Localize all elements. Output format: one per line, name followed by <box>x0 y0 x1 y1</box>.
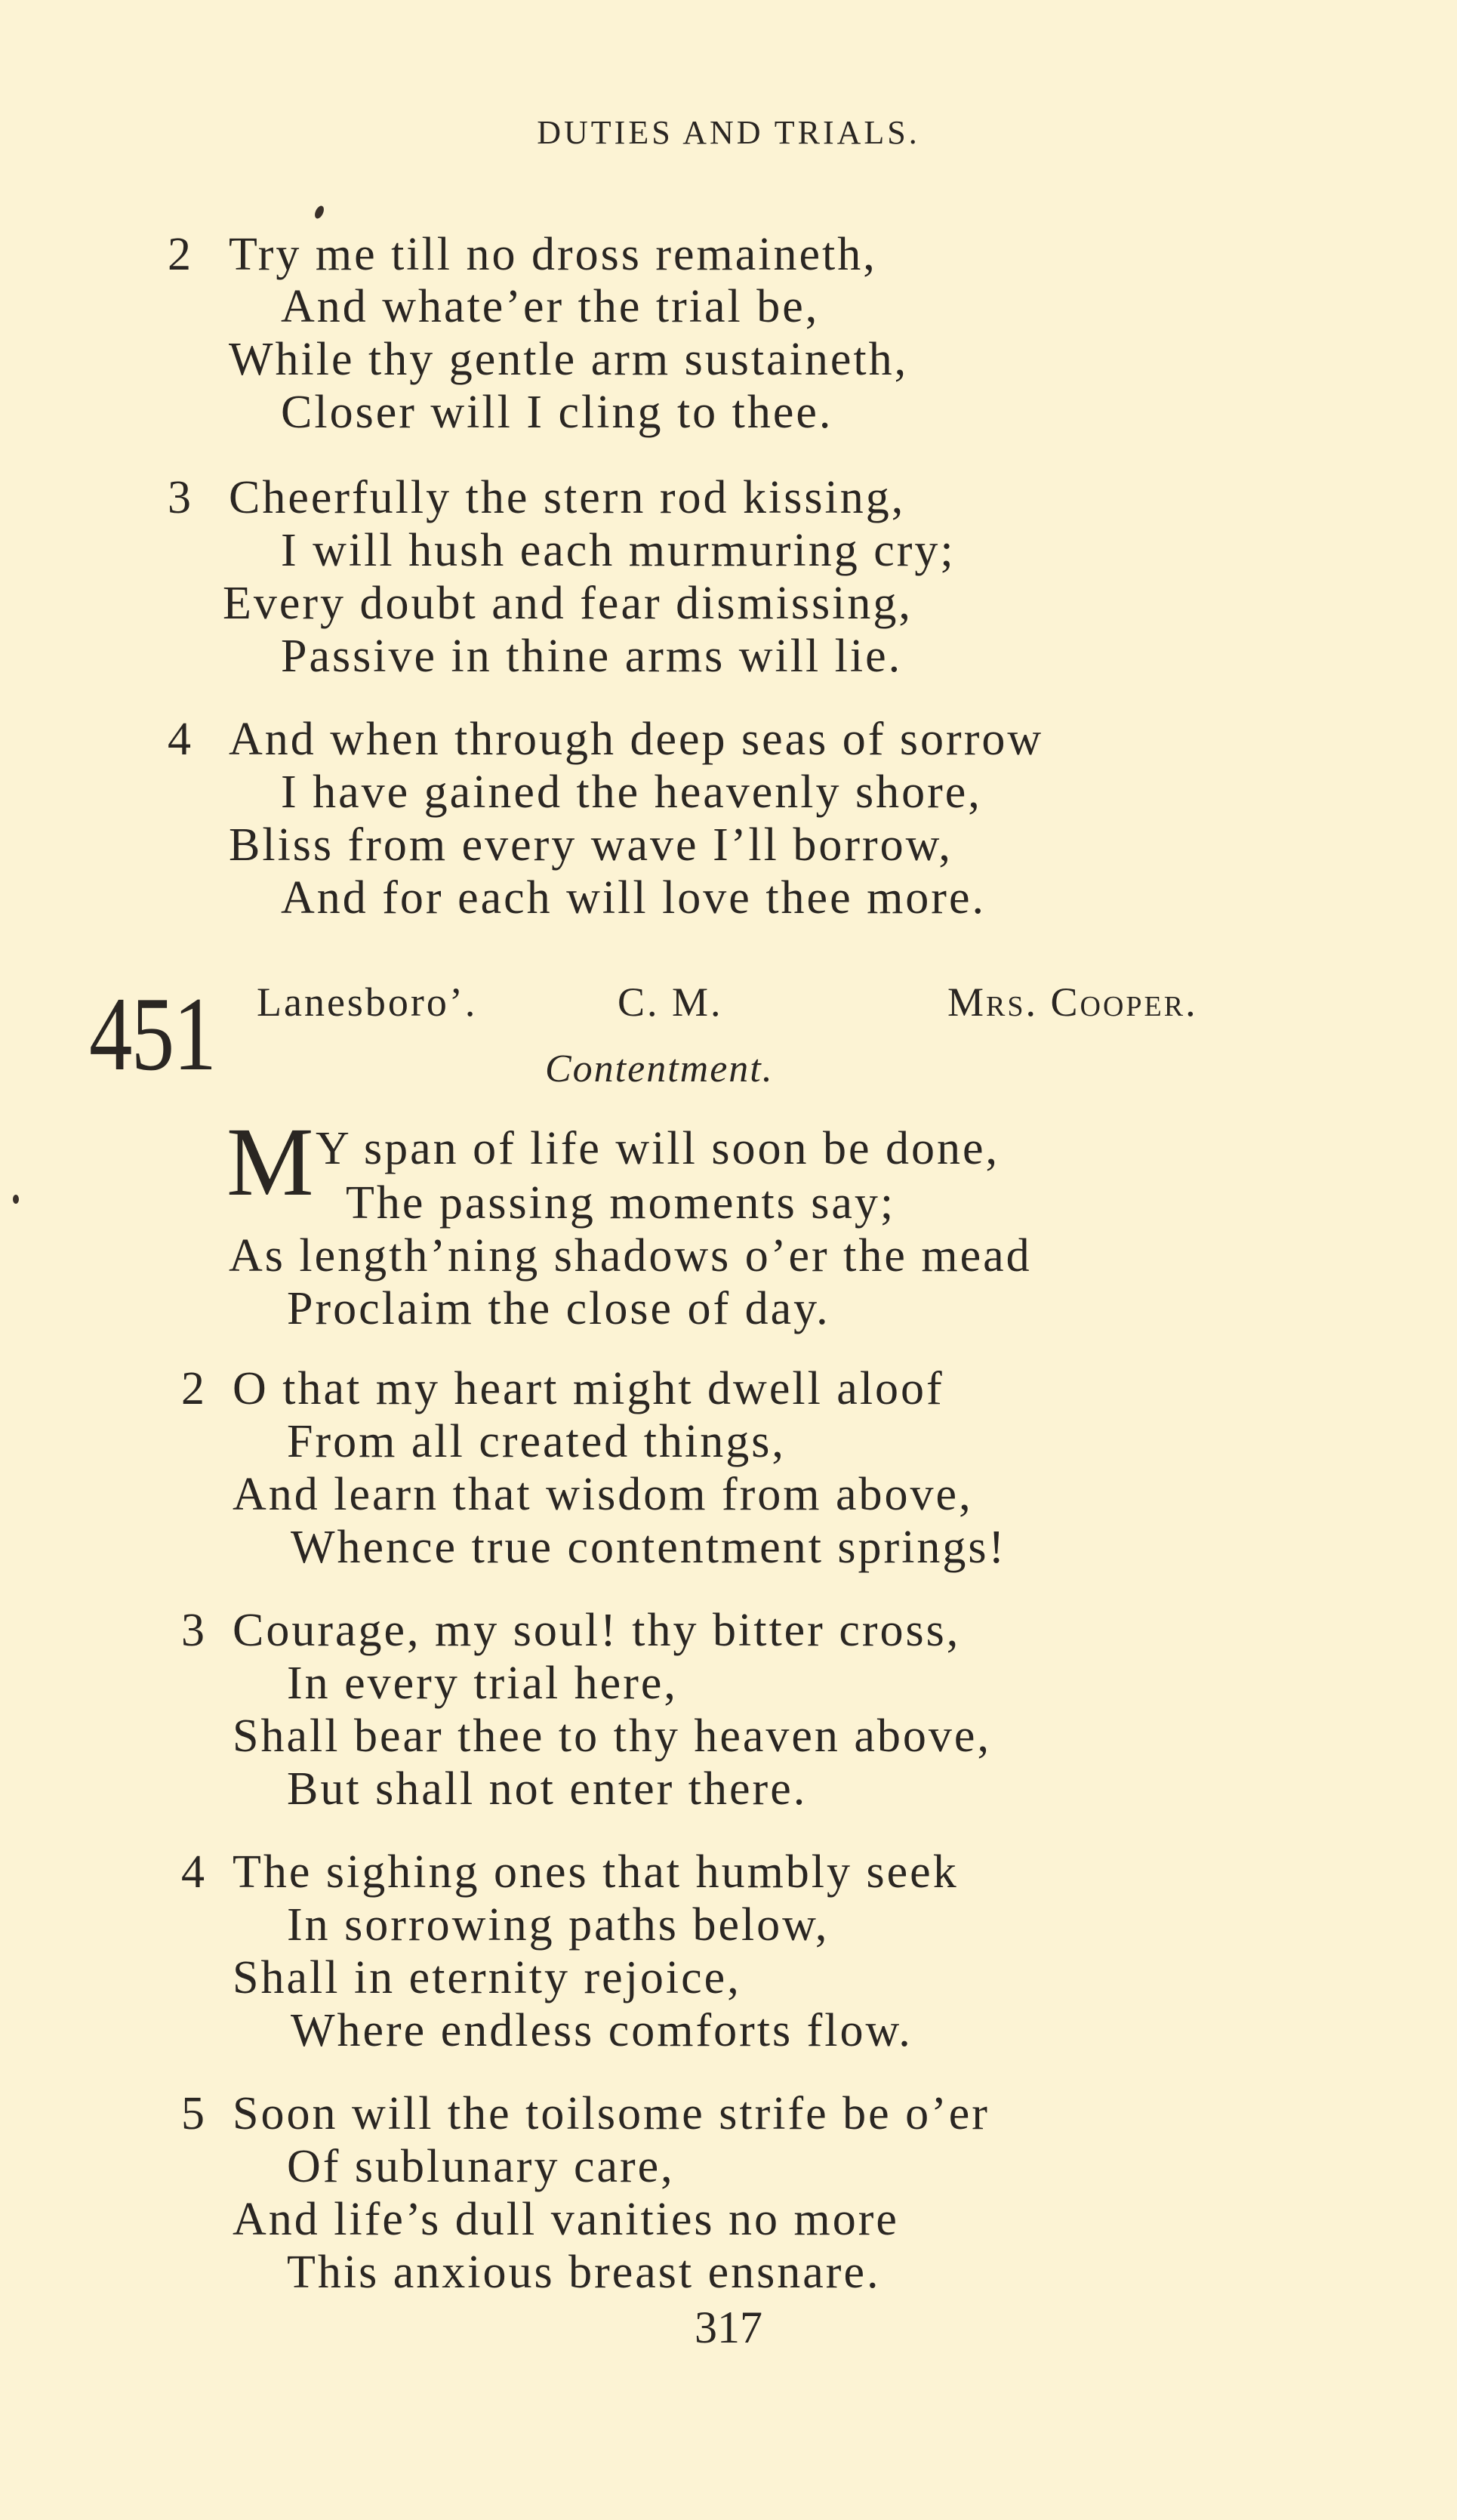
verse-line: Y span of life will soon be done, <box>316 1123 1000 1174</box>
verse-line: I will hush each murmuring cry; <box>281 525 956 576</box>
verse-line: Every doubt and fear dismissing, <box>223 578 913 629</box>
verse-line: And when through deep seas of sorrow <box>229 714 1044 765</box>
verse-number: 4 <box>181 1846 205 1898</box>
verse-line: Shall bear thee to thy heaven above, <box>233 1710 991 1762</box>
verse-line: Of sublunary care, <box>287 2141 675 2192</box>
verse-line: Whence true contentment springs! <box>291 1522 1007 1573</box>
verse-line: I have gained the heavenly shore, <box>281 766 982 818</box>
verse-line: Cheerfully the stern rod kissing, <box>229 472 906 523</box>
running-head: DUTIES AND TRIALS. <box>537 114 920 151</box>
hymn-subtitle: Contentment. <box>545 1047 774 1090</box>
verse-line: And whate’er the trial be, <box>281 281 820 332</box>
verse-number: 4 <box>168 714 191 765</box>
verse-line: Closer will I cling to thee. <box>281 387 833 438</box>
verse-line: Proclaim the close of day. <box>287 1283 830 1334</box>
drop-cap: M <box>226 1108 314 1217</box>
verse-line: Passive in thine arms will lie. <box>281 631 903 682</box>
verse-line: Try me till no dross remaineth, <box>229 229 877 280</box>
hymn-number: 451 <box>89 976 216 1093</box>
author: Mrs. Cooper. <box>947 979 1198 1025</box>
verse-line: Soon will the toilsome strife be o’er <box>233 2088 990 2139</box>
meter: C. M. <box>618 979 723 1025</box>
verse-line: Where endless comforts flow. <box>291 2005 913 2056</box>
verse-number: 3 <box>168 472 191 523</box>
ink-speck <box>13 1195 19 1204</box>
verse-line: And learn that wisdom from above, <box>233 1469 973 1520</box>
page-number: 317 <box>695 2303 762 2352</box>
verse-line: And life’s dull vanities no more <box>233 2194 899 2245</box>
verse-number: 3 <box>181 1605 205 1656</box>
verse-line: In sorrowing paths below, <box>287 1899 830 1951</box>
verse-line: In every trial here, <box>287 1658 678 1709</box>
verse-line: This anxious breast ensnare. <box>287 2247 881 2298</box>
verse-number: 2 <box>181 1363 205 1414</box>
verse-line: While thy gentle arm sustaineth, <box>229 334 909 385</box>
verse-number: 5 <box>181 2088 205 2139</box>
ink-speck <box>313 205 326 221</box>
verse-number: 2 <box>168 229 191 280</box>
verse-line: Shall in eternity rejoice, <box>233 1952 741 2003</box>
verse-line: Bliss from every wave I’ll borrow, <box>229 819 953 871</box>
verse-line: But shall not enter there. <box>287 1763 808 1815</box>
verse-line: And for each will love thee more. <box>281 872 986 924</box>
verse-line: As length’ning shadows o’er the mead <box>229 1230 1032 1282</box>
verse-line: The passing moments say; <box>346 1177 896 1229</box>
tune-name: Lanesboro’. <box>257 979 478 1025</box>
verse-line: Courage, my soul! thy bitter cross, <box>233 1605 961 1656</box>
verse-line: The sighing ones that humbly seek <box>233 1846 959 1898</box>
verse-line: From all created things, <box>287 1416 786 1467</box>
verse-line: O that my heart might dwell aloof <box>233 1363 944 1414</box>
